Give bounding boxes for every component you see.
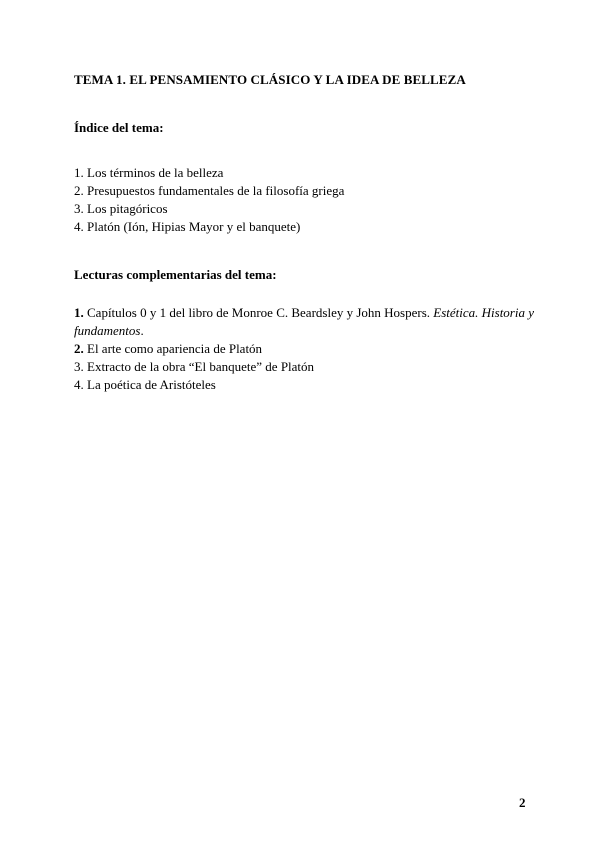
reading-number: 2.: [74, 341, 84, 356]
page-number: 2: [519, 795, 526, 810]
index-item: 2. Presupuestos fundamentales de la filosofía griega: [74, 183, 345, 198]
reading-item: 3. Extracto de la obra “El banquete” de Platón: [74, 359, 315, 374]
reading-number: 1.: [74, 305, 84, 320]
reading-item: [74, 340, 536, 358]
index-item: 3. Los pitagóricos: [74, 201, 168, 216]
reading-item: [74, 304, 536, 340]
index-list: [74, 164, 344, 236]
readings-list: [74, 304, 536, 394]
reading-text: Capítulos 0 y 1 del libro de Monroe C. Beardsley y John Hospers.: [83, 305, 434, 320]
readings-heading: Lecturas complementarias del tema:: [74, 267, 277, 282]
index-heading: Índice del tema:: [74, 120, 164, 135]
reading-item: 4. La poética de Aristóteles: [74, 377, 216, 392]
reading-text: El arte como apariencia de Platón: [83, 341, 263, 356]
reading-text-end: .: [140, 323, 144, 338]
page-title: TEMA 1. EL PENSAMIENTO CLÁSICO Y LA IDEA DE BELLEZA: [74, 72, 466, 87]
index-item: 1. Los términos de la belleza: [74, 165, 224, 180]
index-item: 4. Platón (Ión, Hipias Mayor y el banquete): [74, 219, 301, 234]
reading-book-title: Estética. Historia y fundamentos: [74, 305, 535, 338]
